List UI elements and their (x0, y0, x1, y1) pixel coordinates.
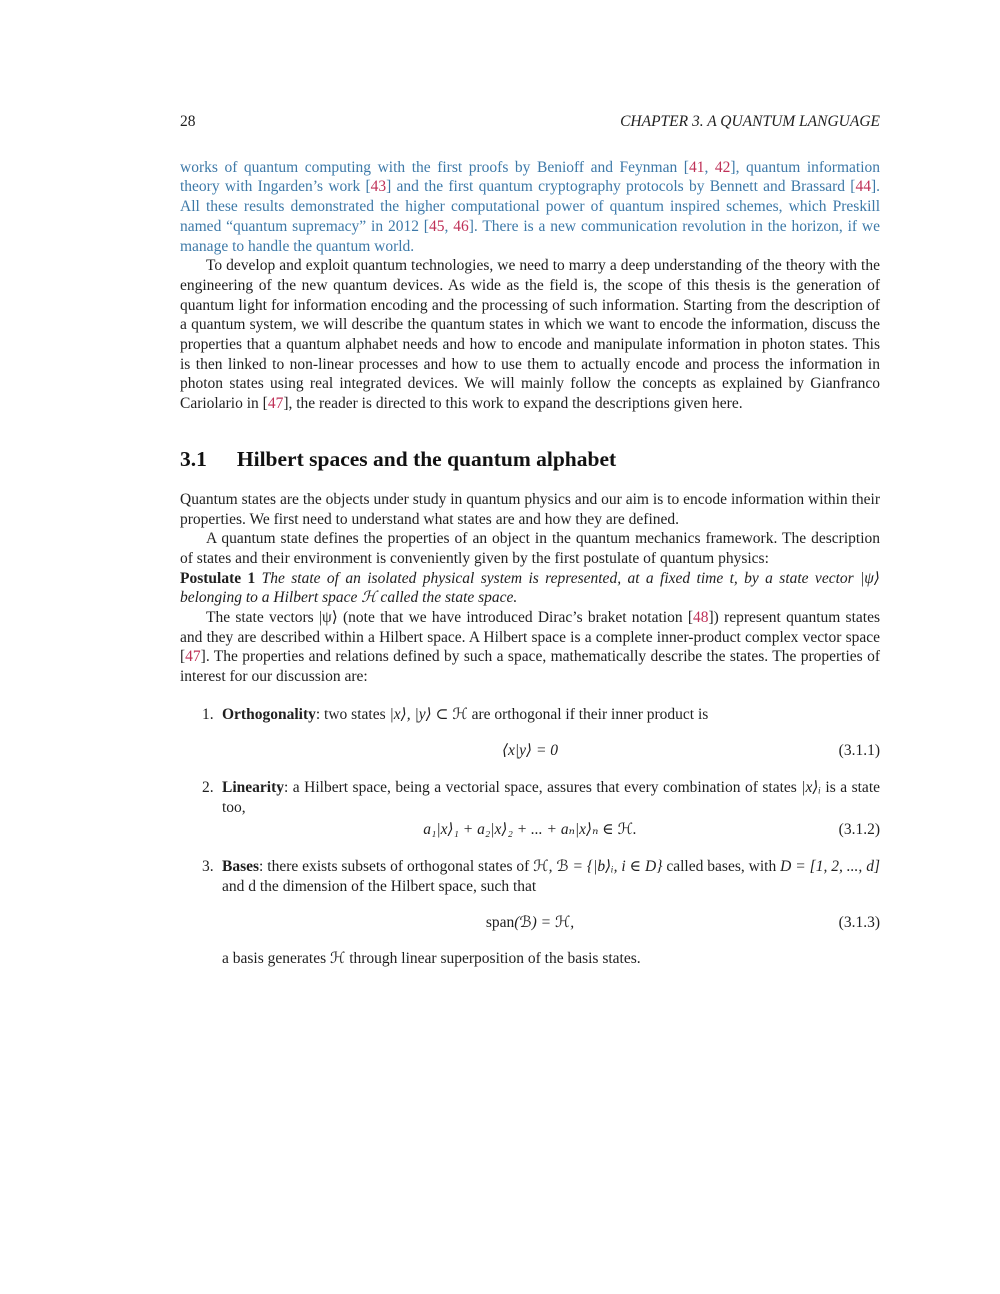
item-text: : there exists subsets of orthogonal states of (259, 858, 534, 876)
body-text: To develop and exploit quantum technologies, we need to marry a deep understanding of the theory with the engineering of the new quantum devices. As wide as the field is, the scope of this thesis is the generation of quantum light for information encoding and the processing of such information. Starting from the description of a quantum system, we will describe the quantum states in which we want to encode the information, discuss the properties that a quantum alphabet needs and how to encode and manipulate information in photon states. This is then linked to non-linear processes and how to use them to actually encode and process the information in photon states using real integrated devices. We will mainly follow the concepts as explained by Gianfranco Cariolario in [ (180, 257, 880, 413)
equation-3-1-2 (180, 820, 880, 840)
body-text: ]. The properties and relations defined by such a space, mathematically describe the states. The properties of interest for our discussion are: (180, 648, 880, 686)
equation-3-1-3 (180, 913, 880, 933)
inline-math: D = [1, 2, ..., d] (780, 858, 881, 876)
equation-body: ⟨x|y⟩ = 0 (501, 741, 559, 759)
bases-closing-line: a basis generates ℋ through linear superposition of the basis states. (222, 949, 641, 967)
equation-3-1-1 (180, 741, 880, 761)
citation-46[interactable]: 46 (453, 217, 469, 235)
postulate-block (180, 569, 880, 608)
quantum-states-paragraph: Quantum states are the objects under study in quantum physics and our aim is to encode information within their properties. We first need to understand what states are and how they are defined. (180, 490, 880, 528)
section-title: Hilbert spaces and the quantum alphabet (236, 446, 617, 471)
list-item-orthogonality (180, 705, 880, 725)
item-label: Linearity (222, 779, 284, 797)
body-text: ]) represent quantum states and they are described within a Hilbert space. A Hilbert space is a complete inner-product complex vector space [ (180, 609, 880, 666)
citation-48[interactable]: 48 (693, 609, 709, 627)
intro-text: , (444, 217, 454, 235)
equation-tag: (3.1.1) (838, 741, 880, 759)
equation-tag: (3.1.2) (838, 820, 880, 838)
intro-text: , (704, 158, 715, 176)
postulate-label: Postulate 1 (180, 569, 256, 587)
citation-44[interactable]: 44 (855, 178, 871, 196)
inline-math: |x⟩ᵢ (801, 779, 821, 797)
inline-math: |x⟩, |y⟩ ⊂ ℋ (389, 705, 468, 723)
body-text: ], the reader is directed to this work to expand the descriptions given here. (283, 395, 743, 413)
intro-text: ], quantum information theory with Ingarden’s work [ (180, 158, 881, 196)
equation-operator: span (485, 913, 515, 931)
item-text: and d the dimension of the Hilbert space, such that (222, 878, 537, 896)
intro-text: ]. All these results demonstrated the higher computational power of quantum inspired schemes, which Preskill named “quantum supremacy” in 2012 [ (180, 178, 881, 235)
item-text: is a state too, (222, 779, 880, 816)
state-vectors-paragraph (180, 608, 880, 687)
item-text: called bases, with (662, 858, 781, 876)
equation-body: (ℬ) = ℋ, (514, 913, 575, 931)
section-number: 3.1 (180, 446, 207, 471)
intro-text: ] and the first quantum cryptography protocols by Bennett and Brassard [ (386, 178, 856, 196)
item-number: 3. (202, 858, 214, 876)
intro-paragraph (180, 158, 880, 257)
state-defines-paragraph: A quantum state defines the properties of an object in the quantum mechanics framework. The description of states and their environment is conveniently given by the first postulate of quantum physics: (180, 530, 880, 567)
intro-text: works of quantum computing with the first proofs by Benioff and Feynman [ (180, 158, 689, 176)
develop-paragraph (180, 256, 880, 414)
intro-text: ]. There is a new communication revolution in the horizon, if we manage to handle the quantum world. (180, 217, 880, 255)
section-heading (180, 446, 880, 472)
properties-list (180, 705, 880, 968)
citation-41[interactable]: 41 (688, 158, 705, 176)
item-text: : two states (315, 705, 390, 723)
list-item-linearity (180, 778, 880, 817)
citation-43[interactable]: 43 (370, 178, 387, 196)
citation-47[interactable]: 47 (267, 395, 284, 413)
chapter-running-title: CHAPTER 3. A QUANTUM LANGUAGE (620, 113, 880, 130)
page-number: 28 (180, 113, 196, 130)
postulate-text: The state of an isolated physical system is represented, at a fixed time t, by a state vector |ψ⟩ belonging to a Hilbert space ℋ called the state space. (180, 569, 880, 607)
citation-47[interactable]: 47 (185, 648, 201, 666)
item-label: Bases (222, 858, 260, 876)
list-item-bases (180, 857, 880, 896)
body-text: The state vectors |ψ⟩ (note that we have introduced Dirac’s braket notation [ (206, 609, 693, 627)
item-text: are orthogonal if their inner product is (467, 705, 709, 723)
item-number: 1. (202, 705, 214, 723)
citation-42[interactable]: 42 (714, 158, 731, 176)
running-header (180, 112, 880, 132)
equation-body: a₁|x⟩₁ + a₂|x⟩₂ + ... + aₙ|x⟩ₙ ∈ ℋ. (423, 820, 637, 838)
item-label: Orthogonality (222, 705, 316, 723)
equation-tag: (3.1.3) (838, 913, 880, 931)
item-number: 2. (202, 779, 214, 797)
inline-math: ℋ, ℬ = {|b⟩ᵢ, i ∈ D} (533, 858, 663, 876)
citation-45[interactable]: 45 (428, 217, 445, 235)
item-text: : a Hilbert space, being a vectorial space, assures that every combination of states (284, 779, 802, 797)
